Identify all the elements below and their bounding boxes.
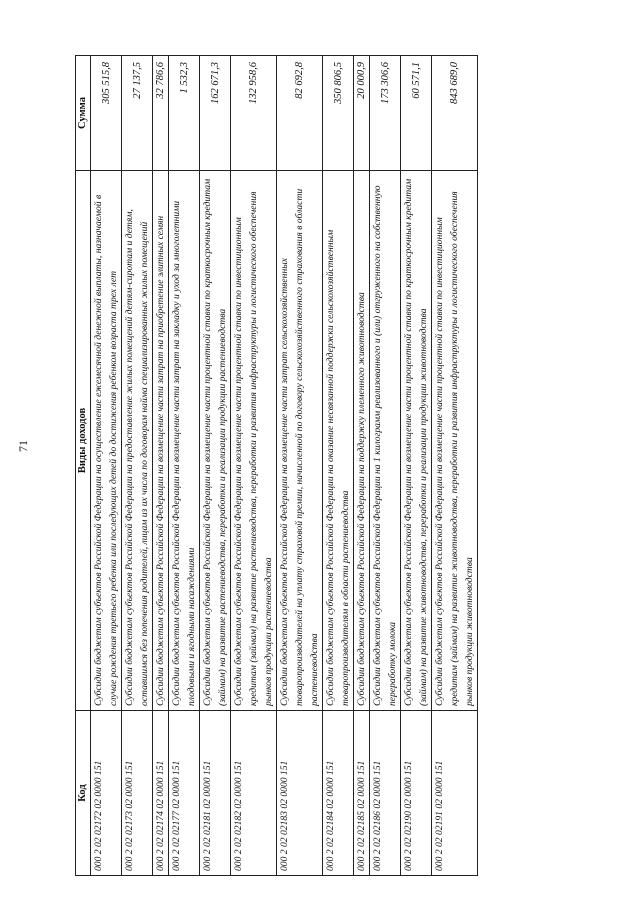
table-row (277, 56, 323, 876)
row-amount: 350 806,5 (323, 56, 354, 171)
table-row (354, 56, 370, 876)
row-code: 000 2 02 02181 02 0000 151 (200, 711, 231, 876)
row-name: Субсидии бюджетам субъектов Российской Федерации на 1 килограмм реализованного и (или) отгруженного на собственную переработку молока (370, 171, 401, 711)
row-amount: 60 571,1 (401, 56, 432, 171)
row-amount: 173 306,6 (370, 56, 401, 171)
row-name: Субсидии бюджетам субъектов Российской Федерации на возмещение части процентной ставки по краткосрочным кредитам (займам) на развитие растениеводства, переработки и реализации продукции растениеводства (200, 171, 231, 711)
page-number: 71 (16, 440, 30, 452)
table-row (323, 56, 354, 876)
amount-column-header: Сумма (76, 56, 91, 171)
table-header-row (76, 56, 91, 876)
row-amount: 1 532,3 (169, 56, 200, 171)
row-amount: 305 515,8 (91, 56, 122, 171)
row-code: 000 2 02 02182 02 0000 151 (231, 711, 277, 876)
revenue-type-column-header: Виды доходов (76, 171, 91, 711)
table-row (153, 56, 169, 876)
row-code: 000 2 02 02172 02 0000 151 (91, 711, 122, 876)
row-amount: 27 137,5 (122, 56, 153, 171)
row-code: 000 2 02 02185 02 0000 151 (354, 711, 370, 876)
table-row (370, 56, 401, 876)
row-code: 000 2 02 02184 02 0000 151 (323, 711, 354, 876)
row-code: 000 2 02 02174 02 0000 151 (153, 711, 169, 876)
row-name: Субсидии бюджетам субъектов Российской Федерации на поддержку племенного животноводства (354, 171, 370, 711)
table-row (432, 56, 478, 876)
table-row (231, 56, 277, 876)
table-row (200, 56, 231, 876)
table-row (91, 56, 122, 876)
row-name: Субсидии бюджетам субъектов Российской Федерации на возмещение части затрат на приобретение элитных семян (153, 171, 169, 711)
row-name: Субсидии бюджетам субъектов Российской Федерации на предоставление жилых помещений детям-сиротам и детям, оставшимся без попечения родителей, лицам из их числа по договорам найма специализированных жилых помещений (122, 171, 153, 711)
code-column-header: Код (76, 711, 91, 876)
row-code: 000 2 02 02173 02 0000 151 (122, 711, 153, 876)
revenue-table (75, 55, 478, 876)
row-name: Субсидии бюджетам субъектов Российской Федерации на оказание несвязанной поддержки сельскохозяйственным товаропроизводителям в области растениеводства (323, 171, 354, 711)
table-row (122, 56, 153, 876)
row-amount: 843 689,0 (432, 56, 478, 171)
row-name: Субсидии бюджетам субъектов Российской Федерации на возмещение части затрат сельскохозяйственных товаропроизводителей на уплату страховой премии, начисленной по договору сельскохозяйственного страхования в области растениеводства (277, 171, 323, 711)
row-code: 000 2 02 02177 02 0000 151 (169, 711, 200, 876)
row-code: 000 2 02 02191 02 0000 151 (432, 711, 478, 876)
row-amount: 162 671,3 (200, 56, 231, 171)
row-name: Субсидии бюджетам субъектов Российской Федерации на возмещение части процентной ставки по краткосрочным кредитам (займам) на развитие животноводства, переработки и реализации продукции животноводства (401, 171, 432, 711)
table-row (169, 56, 200, 876)
row-name: Субсидии бюджетам субъектов Российской Федерации на возмещение части процентной ставки по инвестиционным кредитам (займам) на развитие животноводства, переработки и развития инфраструктуры и логистического обеспечения рынков продукции животноводства (432, 171, 478, 711)
row-name: Субсидии бюджетам субъектов Российской Федерации на возмещение части затрат на закладку и уход за многолетними плодовыми и ягодными насаждениями (169, 171, 200, 711)
row-code: 000 2 02 02190 02 0000 151 (401, 711, 432, 876)
row-amount: 82 692,8 (277, 56, 323, 171)
row-code: 000 2 02 02186 02 0000 151 (370, 711, 401, 876)
row-amount: 20 000,9 (354, 56, 370, 171)
row-amount: 32 786,6 (153, 56, 169, 171)
row-amount: 132 958,6 (231, 56, 277, 171)
table-row (401, 56, 432, 876)
row-name: Субсидии бюджетам субъектов Российской Федерации на возмещение части процентной ставки по инвестиционным кредитам (займам) на развитие растениеводства, переработки и развития инфраструктуры и логистического обеспечения рынков продукции растениеводства (231, 171, 277, 711)
row-name: Субсидии бюджетам субъектов Российской Федерации на осуществление ежемесячной денежной выплаты, назначаемой в случае рождения третьего ребенка или последующих детей до достижения ребенком возраста трех лет (91, 171, 122, 711)
row-code: 000 2 02 02183 02 0000 151 (277, 711, 323, 876)
rotated-page-content (75, 56, 610, 876)
